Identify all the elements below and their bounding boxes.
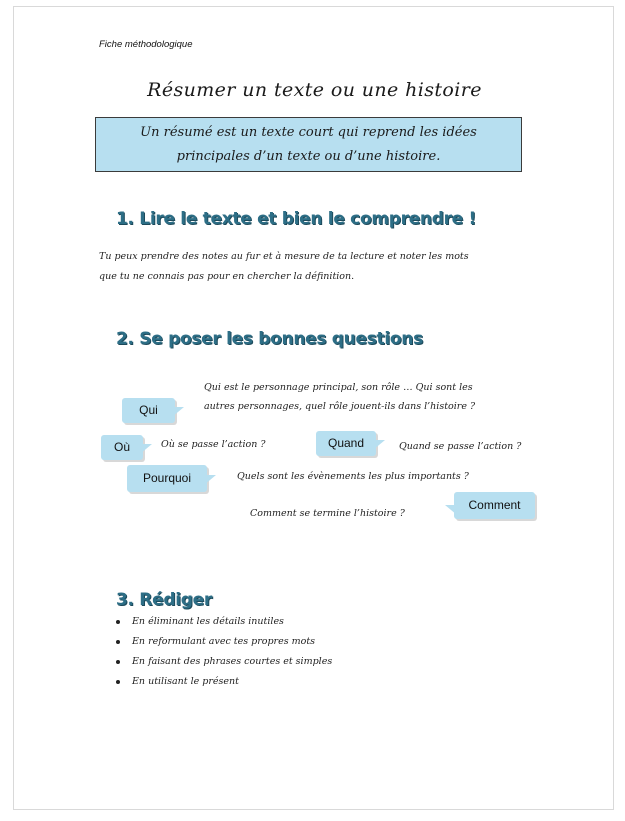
bullet-icon bbox=[116, 680, 120, 684]
bullet-icon bbox=[116, 640, 120, 644]
list-item-text: En utilisant le présent bbox=[132, 676, 239, 687]
question-pourquoi: Quels sont les évènements les plus importants ? bbox=[237, 471, 469, 482]
question-qui-line-1: Qui est le personnage principal, son rôle … Qui sont les bbox=[204, 382, 473, 393]
list-item bbox=[116, 612, 332, 632]
list-item-text: En faisant des phrases courtes et simples bbox=[132, 656, 333, 667]
bubble-ou bbox=[101, 435, 143, 460]
list-item-text: En reformulant avec tes propres mots bbox=[132, 636, 316, 647]
bubble-quand bbox=[316, 431, 376, 456]
list-item bbox=[116, 652, 332, 672]
bubble-comment bbox=[454, 492, 535, 519]
list-item bbox=[116, 632, 332, 652]
bubble-pourquoi-label: Pourquoi bbox=[142, 471, 192, 485]
question-qui-line-2: autres personnages, quel rôle jouent-ils dans l’histoire ? bbox=[204, 401, 476, 412]
bubble-ou-label: Où bbox=[113, 440, 130, 454]
section-1-paragraph bbox=[99, 247, 539, 287]
page-title: Résumer un texte ou une histoire bbox=[147, 79, 482, 101]
summary-box bbox=[95, 117, 522, 172]
bubble-tail bbox=[445, 505, 457, 515]
section-2-title: 2. Se poser les bonnes questions bbox=[116, 329, 423, 349]
document-header: Fiche méthodologique bbox=[99, 39, 193, 50]
section-3-title: 3. Rédiger bbox=[116, 590, 212, 610]
list-item-text: En éliminant les détails inutiles bbox=[132, 616, 284, 627]
summary-line-1: Un résumé est un texte court qui reprend les idées bbox=[140, 125, 477, 140]
bullet-icon bbox=[116, 620, 120, 624]
document-page bbox=[13, 6, 614, 810]
question-quand: Quand se passe l’action ? bbox=[399, 441, 522, 452]
writing-tips-list bbox=[116, 612, 332, 692]
section-1-line-2: que tu ne connais pas pour en chercher la définition. bbox=[99, 271, 355, 282]
question-comment: Comment se termine l’histoire ? bbox=[250, 508, 405, 519]
bubble-qui bbox=[122, 398, 175, 423]
bubble-tail bbox=[373, 440, 385, 450]
question-ou: Où se passe l’action ? bbox=[161, 439, 266, 450]
bubble-comment-label: Comment bbox=[468, 498, 521, 512]
section-1-title: 1. Lire le texte et bien le comprendre ! bbox=[116, 209, 476, 229]
bubble-quand-label: Quand bbox=[327, 436, 365, 450]
section-1-line-1: Tu peux prendre des notes au fur et à mesure de ta lecture et noter les mots bbox=[99, 251, 469, 262]
bubble-tail bbox=[172, 407, 184, 417]
bubble-qui-label: Qui bbox=[139, 403, 158, 417]
bubble-pourquoi bbox=[127, 465, 207, 492]
bubble-tail bbox=[140, 444, 152, 454]
summary-line-2: principales d’un texte ou d’une histoire. bbox=[176, 149, 441, 164]
bubble-tail bbox=[204, 475, 216, 485]
bullet-icon bbox=[116, 660, 120, 664]
list-item bbox=[116, 672, 332, 692]
